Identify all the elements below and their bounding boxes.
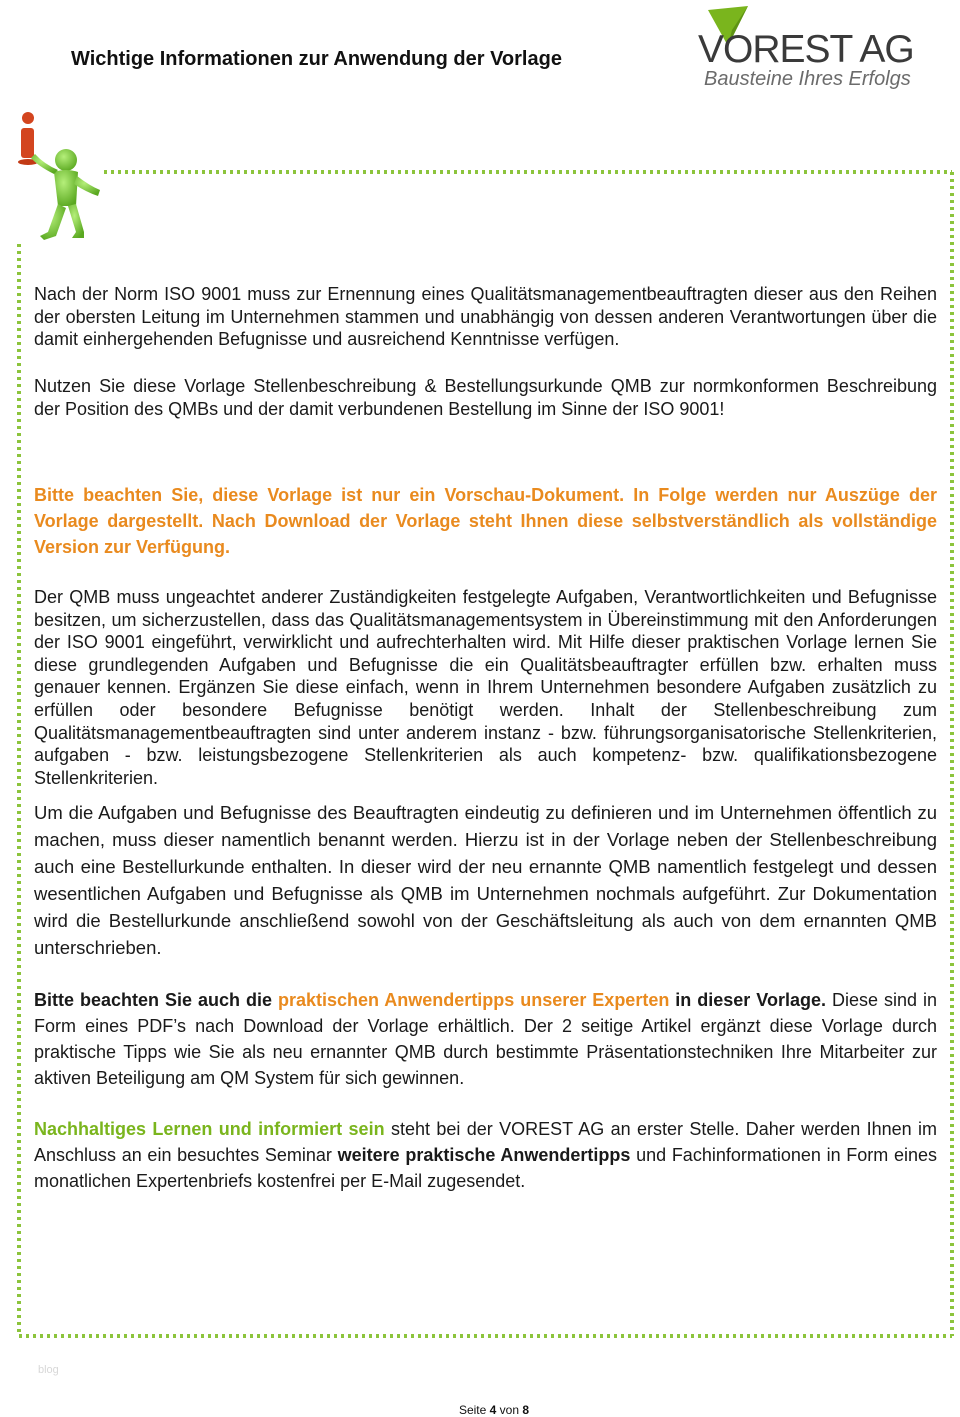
faint-watermark: blog <box>38 1364 59 1376</box>
preview-notice <box>34 482 937 560</box>
page-prefix: Seite <box>458 1403 490 1417</box>
tips-body: Diese sind in Form eines PDF’s nach Download der Vorlage erhältlich. Der 2 seitige Artikel ergänzt diese Vorlage durch praktische Tipps wie Sie als neu ernannter QMB durch bestimmte Präsentationstechniken Ihre Mitarbeiter zur aktiven Beteiligung am QM System für sich gewinnen. <box>34 990 937 1088</box>
page-number <box>0 1403 960 1417</box>
logo-tagline: Bausteine Ihres Erfolgs <box>704 68 911 90</box>
learning-highlight: Nachhaltiges Lernen und informiert sein <box>34 1119 385 1139</box>
info-figure-icon <box>14 106 106 242</box>
paragraph-preview: Bitte beachten Sie, diese Vorlage ist nur ein Vorschau-Dokument. In Folge werden nur Auszüge der Vorlage dargestellt. Nach Download der Vorlage steht Ihnen diese selbstverständlich als vollständige Version zur Verfügung. <box>34 485 937 557</box>
paragraph-learning <box>34 1116 937 1194</box>
appointment-paragraph <box>34 799 937 961</box>
tips-lead: Bitte beachten Sie auch die <box>34 990 278 1010</box>
learning-body: steht bei der VOREST AG an erster Stelle. Daher werden Ihnen im Anschluss an ein besuchtes Seminar <box>34 1119 937 1165</box>
tips-paragraph <box>34 987 937 1091</box>
vorest-logo <box>698 4 918 94</box>
qmb-paragraph <box>34 586 937 789</box>
page-title: Wichtige Informationen zur Anwendung der Vorlage <box>71 48 562 70</box>
logo-name: VOREST AG <box>698 28 914 71</box>
paragraph-tips <box>34 987 937 1091</box>
learning-tail: und Fachinformationen in Form eines monatlichen Expertenbriefs kostenfrei per E-Mail zugesendet. <box>34 1145 937 1191</box>
tips-highlight: praktischen Anwendertipps unserer Experten <box>277 990 670 1010</box>
page-mid: von <box>496 1403 523 1417</box>
tips-tail: in dieser Vorlage. <box>669 990 826 1010</box>
page-current: 4 <box>489 1403 497 1417</box>
learning-bold: weitere praktische Anwendertipps <box>337 1145 631 1165</box>
page-total: 8 <box>522 1403 530 1417</box>
paragraph-appointment: Um die Aufgaben und Befugnisse des Beauftragten eindeutig zu definieren und im Unternehmen öffentlich zu machen, muss dieser namentlich benannt werden. Hierzu ist in der Vorlage neben der Stellenbeschreibung auch eine Bestellurkunde enthalten. In dieser wird der neu ernannte QMB namentlich festgelegt und dessen wesentlichen Aufgaben und Befugnisse als QMB im Unternehmen nochmals aufgeführt. Zur Dokumentation wird die Bestellurkunde anschließend sowohl von der Geschäftsleitung als auch von dem ernannten QMB unterschrieben. <box>34 802 937 958</box>
paragraph-norm: Nach der Norm ISO 9001 muss zur Ernennung eines Qualitätsmanagementbeauftragten dieser aus den Reihen der obersten Leitung im Unternehmen stammen und unabhängig von dessen anderen Verantwortungen über die damit einhergehenden Befugnisse und ausreichend Kenntnisse verfügen. <box>34 284 937 350</box>
usage-paragraph <box>34 375 937 420</box>
paragraph-qmb: Der QMB muss ungeachtet anderer Zuständigkeiten festgelegte Aufgaben, Verantwortlichkeiten und Befugnisse besitzen, um sicherzustellen, dass das Qualitätsmanagementsystem in Übereinstimmung mit den Anforderungen der ISO 9001 eingeführt, verwirklicht und aufrechterhalten wird. Mit Hilfe dieser praktischen Vorlage lernen Sie diese grundlegenden Aufgaben und Befugnisse die ein Qualitätsbeauftragter erfüllen bzw. erhalten muss genauer kennen. Ergänzen Sie diese einfach, wenn in Ihrem Unternehmen besondere Aufgaben zusätzlich zu erfüllen oder besondere Befugnisse benötigt werden. Inhalt der Stellenbeschreibung zum Qualitätsmanagementbeauftragten sind unter anderem instanz - bzw. führungsorganisatorische Stellenkriterien, aufgaben - bzw. leistungsbezogene Stellenkriterien als auch kompetenz- bzw. qualifikationsbezogene Stellenkriterien. <box>34 587 937 788</box>
intro-paragraph <box>34 283 937 351</box>
learning-paragraph <box>34 1116 937 1194</box>
paragraph-usage: Nutzen Sie diese Vorlage Stellenbeschreibung & Bestellungsurkunde QMB zur normkonformen Beschreibung der Position des QMBs und der damit verbundenen Bestellung im Sinne der ISO 9001! <box>34 376 937 419</box>
